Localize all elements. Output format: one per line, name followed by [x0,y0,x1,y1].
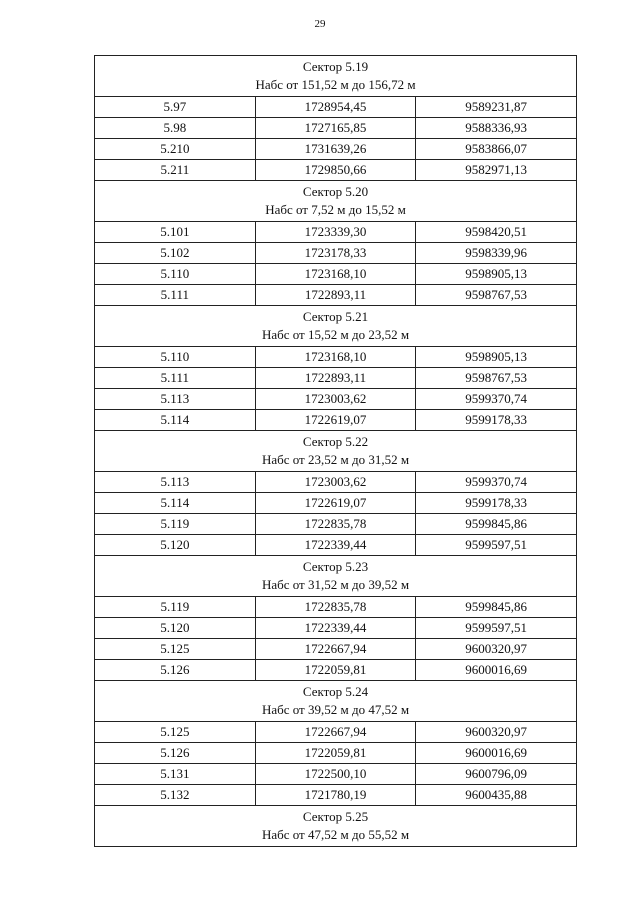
point-number-cell: 5.111 [95,368,256,389]
table-row [95,535,577,556]
y-coordinate-cell: 9598339,96 [416,243,577,264]
table-row [95,597,577,618]
sector-height-range: Набс от 7,52 м до 15,52 м [265,202,406,217]
x-coordinate-cell: 1722893,11 [255,285,416,306]
x-coordinate-cell: 1722059,81 [255,660,416,681]
x-coordinate-cell: 1722667,94 [255,639,416,660]
point-number-cell: 5.114 [95,493,256,514]
sector-header-cell [95,181,577,222]
x-coordinate-cell: 1728954,45 [255,97,416,118]
x-coordinate-cell: 1723339,30 [255,222,416,243]
point-number-cell: 5.97 [95,97,256,118]
x-coordinate-cell: 1723003,62 [255,472,416,493]
y-coordinate-cell: 9599845,86 [416,514,577,535]
sector-height-range: Набс от 151,52 м до 156,72 м [255,77,416,92]
table-row [95,285,577,306]
table-row [95,472,577,493]
sector-header-row [95,181,577,222]
table-row [95,389,577,410]
sector-height-range: Набс от 47,52 м до 55,52 м [261,827,410,842]
table-row [95,660,577,681]
y-coordinate-cell: 9589231,87 [416,97,577,118]
coordinates-table-body [95,56,577,847]
sector-header-cell [95,556,577,597]
point-number-cell: 5.120 [95,535,256,556]
x-coordinate-cell: 1722619,07 [255,493,416,514]
sector-title: Сектор 5.25 [302,809,369,824]
y-coordinate-cell: 9599178,33 [416,410,577,431]
sector-height-range: Набс от 31,52 м до 39,52 м [261,577,410,592]
sector-title: Сектор 5.20 [302,184,369,199]
y-coordinate-cell: 9600320,97 [416,639,577,660]
point-number-cell: 5.125 [95,722,256,743]
table-row [95,139,577,160]
sector-header-row [95,681,577,722]
x-coordinate-cell: 1722619,07 [255,410,416,431]
page-number: 29 [314,18,326,30]
x-coordinate-cell: 1722339,44 [255,618,416,639]
point-number-cell: 5.131 [95,764,256,785]
table-row [95,639,577,660]
y-coordinate-cell: 9598905,13 [416,264,577,285]
x-coordinate-cell: 1723003,62 [255,389,416,410]
table-row [95,97,577,118]
y-coordinate-cell: 9583866,07 [416,139,577,160]
y-coordinate-cell: 9582971,13 [416,160,577,181]
table-row [95,410,577,431]
sector-header-row [95,806,577,847]
table-row [95,743,577,764]
sector-header-row [95,56,577,97]
x-coordinate-cell: 1722059,81 [255,743,416,764]
point-number-cell: 5.113 [95,472,256,493]
point-number-cell: 5.125 [95,639,256,660]
table-row [95,722,577,743]
x-coordinate-cell: 1721780,19 [255,785,416,806]
point-number-cell: 5.114 [95,410,256,431]
sector-header-row [95,431,577,472]
y-coordinate-cell: 9599597,51 [416,535,577,556]
y-coordinate-cell: 9598420,51 [416,222,577,243]
sector-header-cell [95,681,577,722]
sector-header-row [95,556,577,597]
point-number-cell: 5.126 [95,743,256,764]
table-row [95,493,577,514]
sector-height-range: Набс от 39,52 м до 47,52 м [261,702,410,717]
coordinates-table [94,55,577,847]
sector-header-cell [95,806,577,847]
y-coordinate-cell: 9598905,13 [416,347,577,368]
point-number-cell: 5.98 [95,118,256,139]
y-coordinate-cell: 9600796,09 [416,764,577,785]
y-coordinate-cell: 9598767,53 [416,368,577,389]
sector-title: Сектор 5.22 [302,434,369,449]
point-number-cell: 5.113 [95,389,256,410]
table-row [95,347,577,368]
table-row [95,264,577,285]
sector-header-cell [95,56,577,97]
x-coordinate-cell: 1729850,66 [255,160,416,181]
y-coordinate-cell: 9599370,74 [416,472,577,493]
table-row [95,368,577,389]
table-row [95,785,577,806]
sector-header-cell [95,431,577,472]
y-coordinate-cell: 9599178,33 [416,493,577,514]
table-row [95,222,577,243]
x-coordinate-cell: 1723168,10 [255,347,416,368]
x-coordinate-cell: 1722339,44 [255,535,416,556]
table-row [95,160,577,181]
y-coordinate-cell: 9599370,74 [416,389,577,410]
point-number-cell: 5.119 [95,514,256,535]
y-coordinate-cell: 9588336,93 [416,118,577,139]
point-number-cell: 5.120 [95,618,256,639]
y-coordinate-cell: 9599845,86 [416,597,577,618]
table-row [95,514,577,535]
x-coordinate-cell: 1722893,11 [255,368,416,389]
point-number-cell: 5.110 [95,264,256,285]
x-coordinate-cell: 1722500,10 [255,764,416,785]
y-coordinate-cell: 9600435,88 [416,785,577,806]
sector-height-range: Набс от 23,52 м до 31,52 м [261,452,410,467]
sector-height-range: Набс от 15,52 м до 23,52 м [261,327,410,342]
table-row [95,118,577,139]
y-coordinate-cell: 9598767,53 [416,285,577,306]
table-row [95,618,577,639]
point-number-cell: 5.132 [95,785,256,806]
sector-title: Сектор 5.23 [302,559,369,574]
x-coordinate-cell: 1722835,78 [255,597,416,618]
sector-title: Сектор 5.19 [302,59,369,74]
point-number-cell: 5.102 [95,243,256,264]
table-row [95,243,577,264]
y-coordinate-cell: 9600320,97 [416,722,577,743]
point-number-cell: 5.110 [95,347,256,368]
x-coordinate-cell: 1722667,94 [255,722,416,743]
point-number-cell: 5.211 [95,160,256,181]
sector-header-cell [95,306,577,347]
x-coordinate-cell: 1731639,26 [255,139,416,160]
sector-header-row [95,306,577,347]
x-coordinate-cell: 1727165,85 [255,118,416,139]
point-number-cell: 5.210 [95,139,256,160]
sector-title: Сектор 5.21 [302,309,369,324]
y-coordinate-cell: 9599597,51 [416,618,577,639]
point-number-cell: 5.119 [95,597,256,618]
point-number-cell: 5.101 [95,222,256,243]
x-coordinate-cell: 1723168,10 [255,264,416,285]
sector-title: Сектор 5.24 [302,684,369,699]
x-coordinate-cell: 1723178,33 [255,243,416,264]
y-coordinate-cell: 9600016,69 [416,743,577,764]
y-coordinate-cell: 9600016,69 [416,660,577,681]
point-number-cell: 5.126 [95,660,256,681]
point-number-cell: 5.111 [95,285,256,306]
x-coordinate-cell: 1722835,78 [255,514,416,535]
table-row [95,764,577,785]
